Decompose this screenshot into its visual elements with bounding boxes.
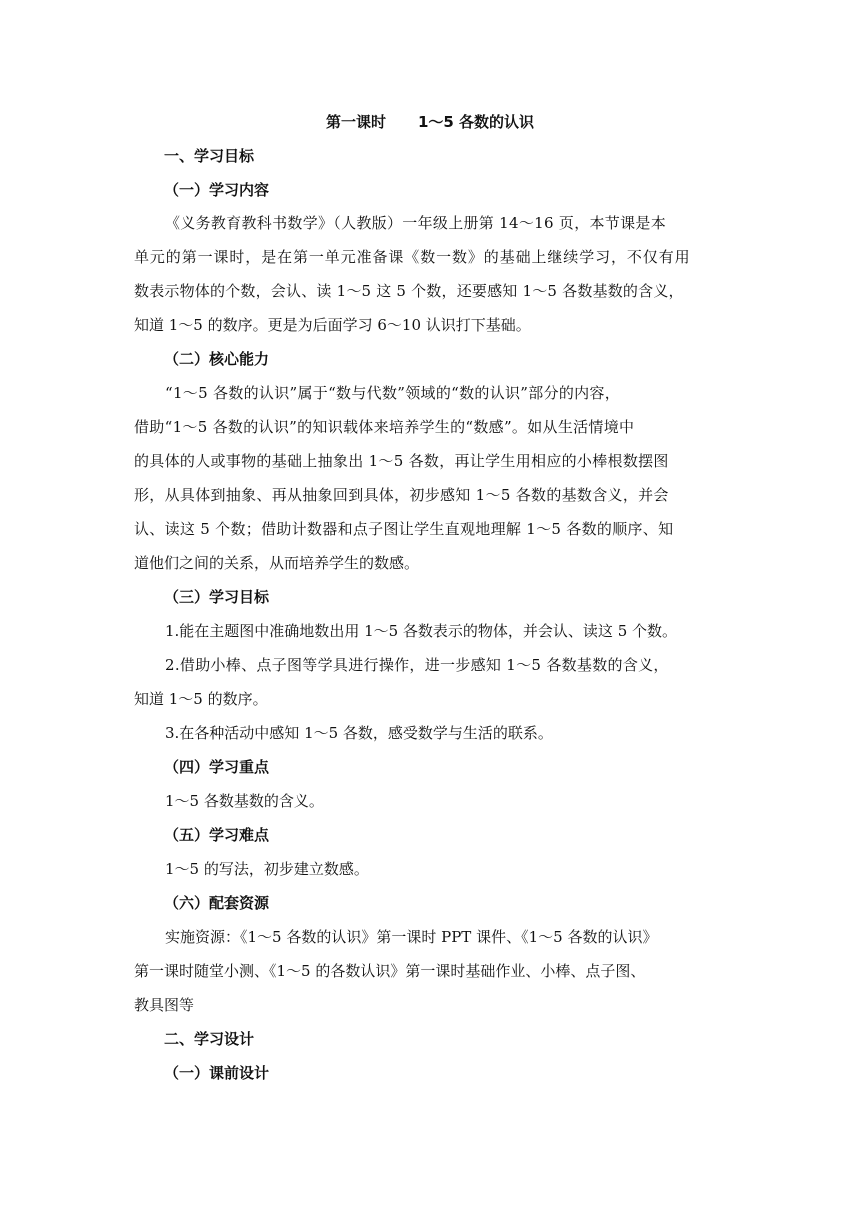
- goal-item-1: 1.能在主题图中准确地数出用 1～5 各数表示的物体，并会认、读这 5 个数。: [165, 622, 678, 640]
- ability-line-1: “1～5 各数的认识”属于“数与代数”领域的“数的认识”部分的内容，: [165, 384, 621, 402]
- resources-line-3: 教具图等: [134, 996, 195, 1014]
- key-point-text: 1～5 各数基数的含义。: [165, 792, 324, 810]
- difficulty-text: 1～5 的写法，初步建立数感。: [165, 860, 369, 878]
- goal-item-3: 3.在各种活动中感知 1～5 各数，感受数学与生活的联系。: [165, 724, 553, 742]
- section-heading-design: 二、学习设计: [164, 1030, 255, 1048]
- ability-line-6: 道他们之间的关系，从而培养学生的数感。: [134, 554, 420, 572]
- title-lesson: 第一课时: [325, 113, 386, 131]
- subheading-resources: （六）配套资源: [164, 894, 270, 912]
- ability-line-3: 的具体的人或事物的基础上抽象出 1～5 各数，再让学生用相应的小棒根数摆图: [134, 452, 669, 470]
- subheading-pre-class: （一）课前设计: [164, 1064, 270, 1082]
- content-line-1: 《义务教育教科书数学》（人教版）一年级上册第 14～16 页，本节课是本: [165, 214, 667, 232]
- goal-item-2-cont: 知道 1～5 的数序。: [134, 690, 268, 708]
- subheading-content: （一）学习内容: [164, 181, 270, 199]
- subheading-ability: （二）核心能力: [164, 350, 270, 368]
- resources-line-2: 第一课时随堂小测、《1～5 的各数认识》第一课时基础作业、小棒、点子图、: [134, 962, 646, 980]
- page-title: [0, 112, 860, 132]
- section-heading-goals: 一、学习目标: [164, 147, 255, 165]
- subheading-key-point: （四）学习重点: [164, 758, 270, 776]
- goal-item-2: 2.借助小棒、点子图等学具进行操作，进一步感知 1～5 各数基数的含义，: [165, 656, 669, 674]
- title-topic: 1～5 各数的认识: [417, 113, 535, 131]
- resources-line-1: 实施资源：《1～5 各数的认识》第一课时 PPT 课件、《1～5 各数的认识》: [165, 928, 658, 946]
- ability-line-4: 形，从具体到抽象、再从抽象回到具体，初步感知 1～5 各数的基数含义，并会: [134, 486, 669, 504]
- content-line-2: 单元的第一课时，是在第一单元准备课《数一数》的基础上继续学习，不仅有用: [134, 248, 691, 266]
- content-line-3: 数表示物体的个数，会认、读 1～5 这 5 个数，还要感知 1～5 各数基数的含义，: [134, 282, 684, 300]
- ability-line-5: 认、读这 5 个数；借助计数器和点子图让学生直观地理解 1～5 各数的顺序、知: [134, 520, 674, 538]
- subheading-goals: （三）学习目标: [164, 588, 270, 606]
- content-line-4: 知道 1～5 的数序。更是为后面学习 6～10 认识打下基础。: [134, 316, 531, 334]
- subheading-difficulty: （五）学习难点: [164, 826, 270, 844]
- ability-line-2: 借助“1～5 各数的认识”的知识载体来培养学生的“数感”。如从生活情境中: [134, 418, 635, 436]
